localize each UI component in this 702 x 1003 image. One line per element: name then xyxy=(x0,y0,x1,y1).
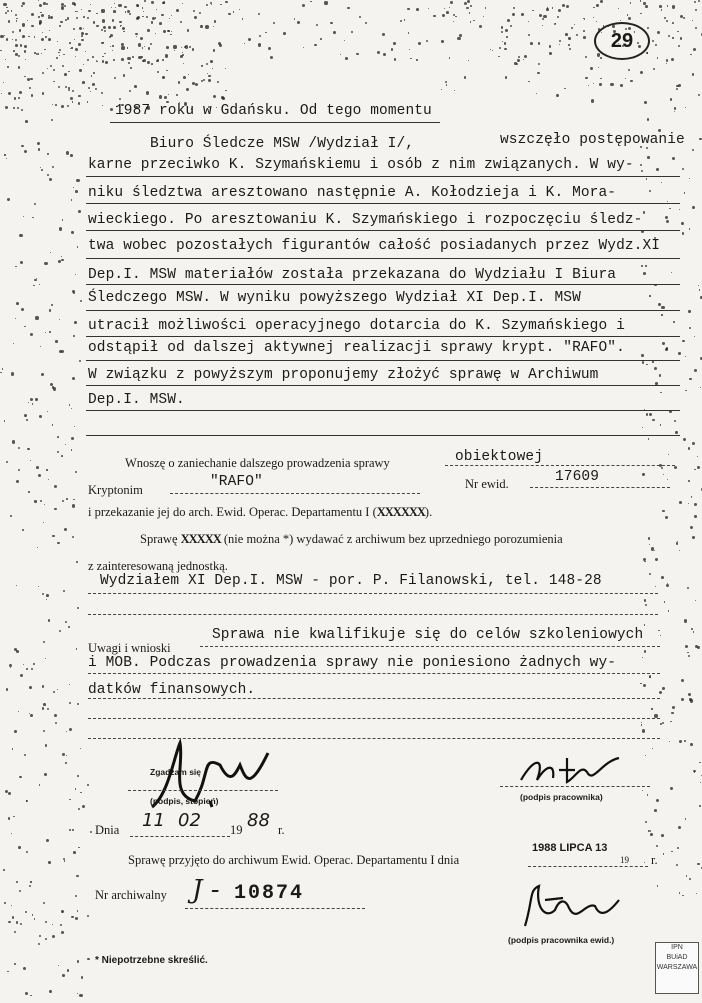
archivist-caption: (podpis pracownika ewid.) xyxy=(508,935,615,945)
case-text: (nie można *) wydawać z archiwum bez uprzedniego porozumienia xyxy=(223,532,563,546)
struck-text: XXXXXX xyxy=(376,505,425,519)
case-label: Sprawę xyxy=(140,532,178,546)
body-line: wszczęło postępowanie xyxy=(500,132,685,148)
body-line: odstąpił od dalszej aktywnej realizacji sprawy krypt. "RAFO". xyxy=(88,340,625,356)
transfer-text xyxy=(88,505,432,520)
body-line: 1987 roku w Gdańsku. Od tego momentu xyxy=(115,103,432,119)
body-line: W związku z powyższym proponujemy złożyć sprawę w Archiwum xyxy=(88,367,599,383)
employee-caption: (podpis pracownika) xyxy=(520,792,603,802)
cryptonym-value: "RAFO" xyxy=(210,474,263,490)
body-line: Śledczego MSW. W wyniku powyższego Wydział XI Dep.I. MSW xyxy=(88,290,581,306)
cryptonym-label: Kryptonim xyxy=(88,483,143,497)
remark-line: Sprawa nie kwalifikuje się do celów szkoleniowych xyxy=(212,627,644,643)
body-line: karne przeciwko K. Szymańskiemu i osób z nim związanych. W wy- xyxy=(88,157,634,173)
body-line: niku śledztwa aresztowano następnie A. Kołodzieja i K. Mora- xyxy=(88,185,617,201)
date-month: 02 xyxy=(178,810,201,831)
stamp-line: WARSZAWA xyxy=(656,964,698,971)
approver-signature xyxy=(140,735,280,820)
page-number: 29 xyxy=(594,22,650,60)
date-label: Dnia xyxy=(95,823,120,837)
struck-text: XXXXX xyxy=(180,532,221,546)
body-line: twa wobec pozostałych figurantów całość posiadanych przez Wydz.XI xyxy=(88,238,661,254)
body-line: Dep.I. MSW. xyxy=(88,392,185,408)
employee-signature xyxy=(515,750,625,795)
accepted-year-prefix: 19 xyxy=(620,855,629,865)
archive-label: Nr archiwalny xyxy=(95,888,167,902)
request-label: Wnoszę o zaniechanie dalszego prowadzenia sprawy xyxy=(125,456,390,470)
date-year-prefix: 19 xyxy=(230,823,243,837)
date-suffix: r. xyxy=(278,823,285,837)
transfer-label: i przekazanie jej do arch. Ewid. Operac. Departamentu I ( xyxy=(88,505,377,519)
approver-caption: (podpis, stopień) xyxy=(150,796,219,806)
stamp-line: IPN xyxy=(671,944,683,951)
body-line: wieckiego. Po aresztowaniu K. Szymańskiego i rozpoczęciu śledz- xyxy=(88,212,643,228)
accepted-suffix: r. xyxy=(651,853,658,867)
body-line: Biuro Śledcze MSW /Wydział I/, xyxy=(150,136,415,152)
footnote: * Niepotrzebne skreślić. xyxy=(95,955,208,966)
record-no-label: Nr ewid. xyxy=(465,477,509,491)
unit-value: Wydziałem XI Dep.I. MSW - por. P. Filanowski, tel. 148-28 xyxy=(100,573,602,589)
approve-label: Zgadzam się xyxy=(150,767,202,777)
case-line xyxy=(140,532,563,547)
remark-line: i MOB. Podczas prowadzenia sprawy nie poniesiono żadnych wy- xyxy=(88,655,617,671)
date-year: 88 xyxy=(247,810,270,831)
accepted-label: Sprawę przyjęto do archiwum Ewid. Operac. Departamentu I dnia xyxy=(128,853,460,867)
remark-line: datków finansowych. xyxy=(88,682,256,698)
archivist-signature xyxy=(515,880,625,935)
body-line: Dep.I. MSW materiałów została przekazana do Wydziału I Biura xyxy=(88,267,617,283)
body-line: utracił możliwości operacyjnego dotarcia do K. Szymańskiego i xyxy=(88,318,625,334)
case-type: obiektowej xyxy=(455,449,544,465)
record-no-value: 17609 xyxy=(555,469,600,485)
stamp-line: BUiAD xyxy=(666,954,688,961)
transfer-end: ). xyxy=(424,505,433,519)
consult-label: z zainteresowaną jednostką. xyxy=(88,559,228,573)
archive-prefix: J - xyxy=(192,875,220,905)
remarks-label: Uwagi i wnioski xyxy=(88,641,171,655)
archive-stamp xyxy=(655,942,699,994)
accepted-date-stamp: 1988 LIPCA 13 xyxy=(532,842,608,854)
archive-no: 10874 xyxy=(234,882,305,905)
date-day: 11 xyxy=(142,810,165,831)
